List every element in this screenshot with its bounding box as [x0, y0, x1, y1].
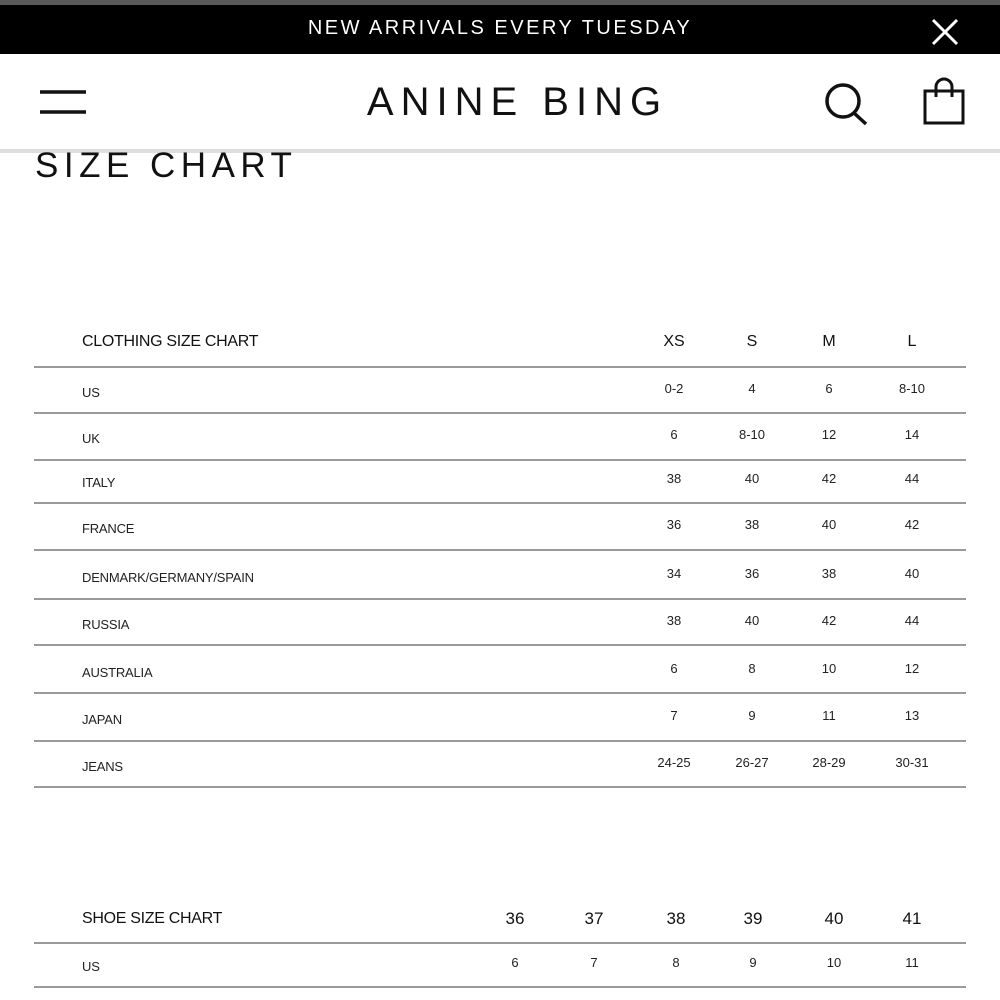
shopping-bag-icon[interactable]	[922, 77, 966, 125]
region-label: JEANS	[82, 759, 123, 774]
size-cell: 6	[825, 381, 833, 396]
size-cell: 24-25	[657, 755, 691, 770]
size-cell: 40	[821, 517, 837, 532]
page-title: SIZE CHART	[35, 146, 298, 185]
shoe-size-column-header: 41	[902, 909, 922, 928]
size-cell: 44	[904, 613, 920, 628]
size-cell: 14	[904, 427, 920, 442]
shoe-chart-title: SHOE SIZE CHART	[82, 910, 223, 927]
size-cell: 13	[904, 708, 920, 723]
announcement-banner	[0, 5, 1000, 54]
region-label: RUSSIA	[82, 617, 130, 632]
shoe-size-column-header: 37	[584, 909, 604, 928]
size-cell: 38	[744, 517, 760, 532]
size-cell: 28-29	[812, 755, 846, 770]
size-cell: 6	[670, 427, 678, 442]
size-cell: 30-31	[895, 755, 929, 770]
size-cell: 38	[666, 613, 682, 628]
size-cell: 9	[748, 708, 756, 723]
region-label: FRANCE	[82, 521, 135, 536]
region-label: DENMARK/GERMANY/SPAIN	[82, 570, 254, 585]
search-icon[interactable]	[823, 82, 869, 126]
shoe-size-cell: 8	[672, 955, 680, 970]
region-label: JAPAN	[82, 712, 122, 727]
shoe-header-rule	[34, 942, 966, 944]
size-cell: 8-10	[738, 427, 766, 442]
shoe-size-column-header: 38	[666, 909, 686, 928]
shoe-size-cell: 11	[905, 955, 919, 970]
row-rule	[34, 598, 966, 600]
size-column-header: XS	[663, 333, 685, 350]
size-cell: 42	[904, 517, 920, 532]
shoe-size-column-header: 36	[505, 909, 525, 928]
region-label: AUSTRALIA	[82, 665, 153, 680]
row-rule	[34, 459, 966, 461]
brand-logo[interactable]: ANINE BING	[366, 80, 669, 124]
size-cell: 7	[670, 708, 678, 723]
size-cell: 8	[748, 661, 756, 676]
banner-text: NEW ARRIVALS EVERY TUESDAY	[307, 17, 693, 39]
shoe-size-cell: 10	[826, 955, 842, 970]
size-cell: 12	[821, 427, 837, 442]
size-cell: 26-27	[735, 755, 769, 770]
shoe-size-column-header: 39	[743, 909, 763, 928]
row-rule	[34, 412, 966, 414]
size-column-header: M	[822, 333, 836, 350]
size-cell: 36	[744, 566, 760, 581]
row-rule	[34, 549, 966, 551]
size-cell: 40	[744, 471, 760, 486]
site-header	[0, 54, 1000, 149]
size-cell: 34	[666, 566, 682, 581]
region-label: US	[82, 385, 100, 400]
size-cell: 6	[670, 661, 678, 676]
row-rule	[34, 644, 966, 646]
shoe-size-cell: 6	[511, 955, 519, 970]
size-cell: 0-2	[664, 381, 684, 396]
region-label: US	[82, 959, 100, 974]
shoe-size-cell: 9	[749, 955, 757, 970]
size-cell: 4	[748, 381, 756, 396]
size-cell: 8-10	[898, 381, 926, 396]
size-cell: 40	[904, 566, 920, 581]
row-rule	[34, 740, 966, 742]
row-rule	[34, 502, 966, 504]
size-cell: 12	[904, 661, 920, 676]
shoe-size-cell: 7	[590, 955, 598, 970]
shoe-row-rule	[34, 986, 966, 988]
clothing-chart-title: CLOTHING SIZE CHART	[82, 333, 259, 350]
header-rule	[34, 366, 966, 368]
size-cell: 10	[821, 661, 837, 676]
close-icon[interactable]	[928, 15, 962, 49]
shoe-size-column-header: 40	[824, 909, 844, 928]
size-cell: 38	[821, 566, 837, 581]
size-cell: 44	[904, 471, 920, 486]
size-cell: 42	[821, 613, 837, 628]
size-column-header: L	[907, 333, 917, 350]
size-cell: 36	[666, 517, 682, 532]
size-cell: 40	[744, 613, 760, 628]
size-cell: 11	[822, 708, 836, 723]
row-rule	[34, 786, 966, 788]
size-cell: 42	[821, 471, 837, 486]
region-label: ITALY	[82, 475, 116, 490]
row-rule	[34, 692, 966, 694]
region-label: UK	[82, 431, 100, 446]
size-cell: 38	[666, 471, 682, 486]
size-column-header: S	[746, 333, 758, 350]
